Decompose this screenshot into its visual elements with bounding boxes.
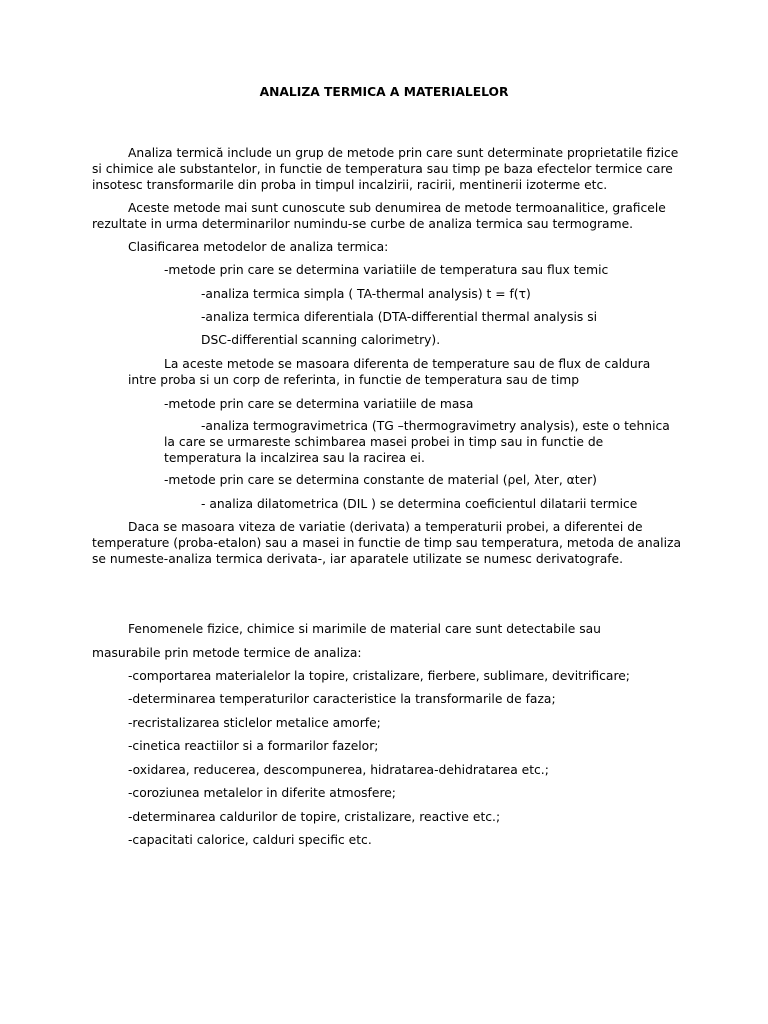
list-item: -oxidarea, reducerea, descompunerea, hidratarea-dehidratarea etc.; xyxy=(128,763,549,777)
paragraph-line: Clasificarea metodelor de analiza termica: xyxy=(128,240,389,254)
paragraph-line: Fenomenele fizice, chimice si marimile de material care sunt detectabile sau xyxy=(128,622,601,636)
list-item: -comportarea materialelor la topire, cristalizare, fierbere, sublimare, devitrificare; xyxy=(128,669,630,683)
paragraph-line: intre proba si un corp de referinta, in functie de temperatura sau de timp xyxy=(128,373,580,387)
paragraph-line: temperatura la incalzirea sau la racirea ei. xyxy=(164,451,425,465)
paragraph-line: Daca se masoara viteza de variatie (derivata) a temperaturii probei, a diferentei de xyxy=(128,520,643,534)
paragraph-line: -analiza termica simpla ( TA-thermal analysis) t = f(τ) xyxy=(201,287,531,301)
paragraph-line: -metode prin care se determina variatiile de temperatura sau flux temic xyxy=(164,263,609,277)
paragraph-line: -analiza termogravimetrica (TG –thermogravimetry analysis), este o tehnica xyxy=(201,419,670,433)
paragraph-line: La aceste metode se masoara diferenta de temperature sau de flux de caldura xyxy=(164,357,651,371)
page-title: ANALIZA TERMICA A MATERIALELOR xyxy=(259,85,509,99)
list-item: -cinetica reactiilor si a formarilor fazelor; xyxy=(128,739,379,753)
list-item: -capacitati calorice, calduri specific etc. xyxy=(128,833,372,847)
paragraph-line: temperature (proba-etalon) sau a masei in functie de timp sau temperatura, metoda de analiza xyxy=(92,536,681,550)
paragraph-line: Analiza termică include un grup de metode prin care sunt determinate proprietatile fizice xyxy=(128,146,679,160)
paragraph-line: la care se urmareste schimbarea masei probei in timp sau in functie de xyxy=(164,435,604,449)
paragraph-line: masurabile prin metode termice de analiza: xyxy=(92,646,362,660)
list-item: -recristalizarea sticlelor metalice amorfe; xyxy=(128,716,381,730)
list-item: -determinarea temperaturilor caracteristice la transformarile de faza; xyxy=(128,692,556,706)
list-item: -coroziunea metalelor in diferite atmosfere; xyxy=(128,786,396,800)
paragraph-line: Aceste metode mai sunt cunoscute sub denumirea de metode termoanalitice, graficele xyxy=(128,201,666,215)
paragraph-line: se numeste-analiza termica derivata-, iar aparatele utilizate se numesc derivatografe. xyxy=(92,552,624,566)
paragraph-line: -metode prin care se determina constante de material (ρel, λter, αter) xyxy=(164,473,597,487)
paragraph-line: DSC-differential scanning calorimetry). xyxy=(201,333,441,347)
paragraph-line: - analiza dilatometrica (DIL ) se determina coeficientul dilatarii termice xyxy=(201,497,638,511)
paragraph-line: -metode prin care se determina variatiile de masa xyxy=(164,397,474,411)
paragraph-line: rezultate in urma determinarilor numindu-se curbe de analiza termica sau termograme. xyxy=(92,217,634,231)
list-item: -determinarea caldurilor de topire, cristalizare, reactive etc.; xyxy=(128,810,501,824)
paragraph-line: si chimice ale substantelor, in functie de temperatura sau timp pe baza efectelor termice care xyxy=(92,162,673,176)
paragraph-line: -analiza termica diferentiala (DTA-differential thermal analysis si xyxy=(201,310,598,324)
paragraph-line: insotesc transformarile din proba in timpul incalzirii, racirii, mentinerii izoterme etc. xyxy=(92,178,608,192)
